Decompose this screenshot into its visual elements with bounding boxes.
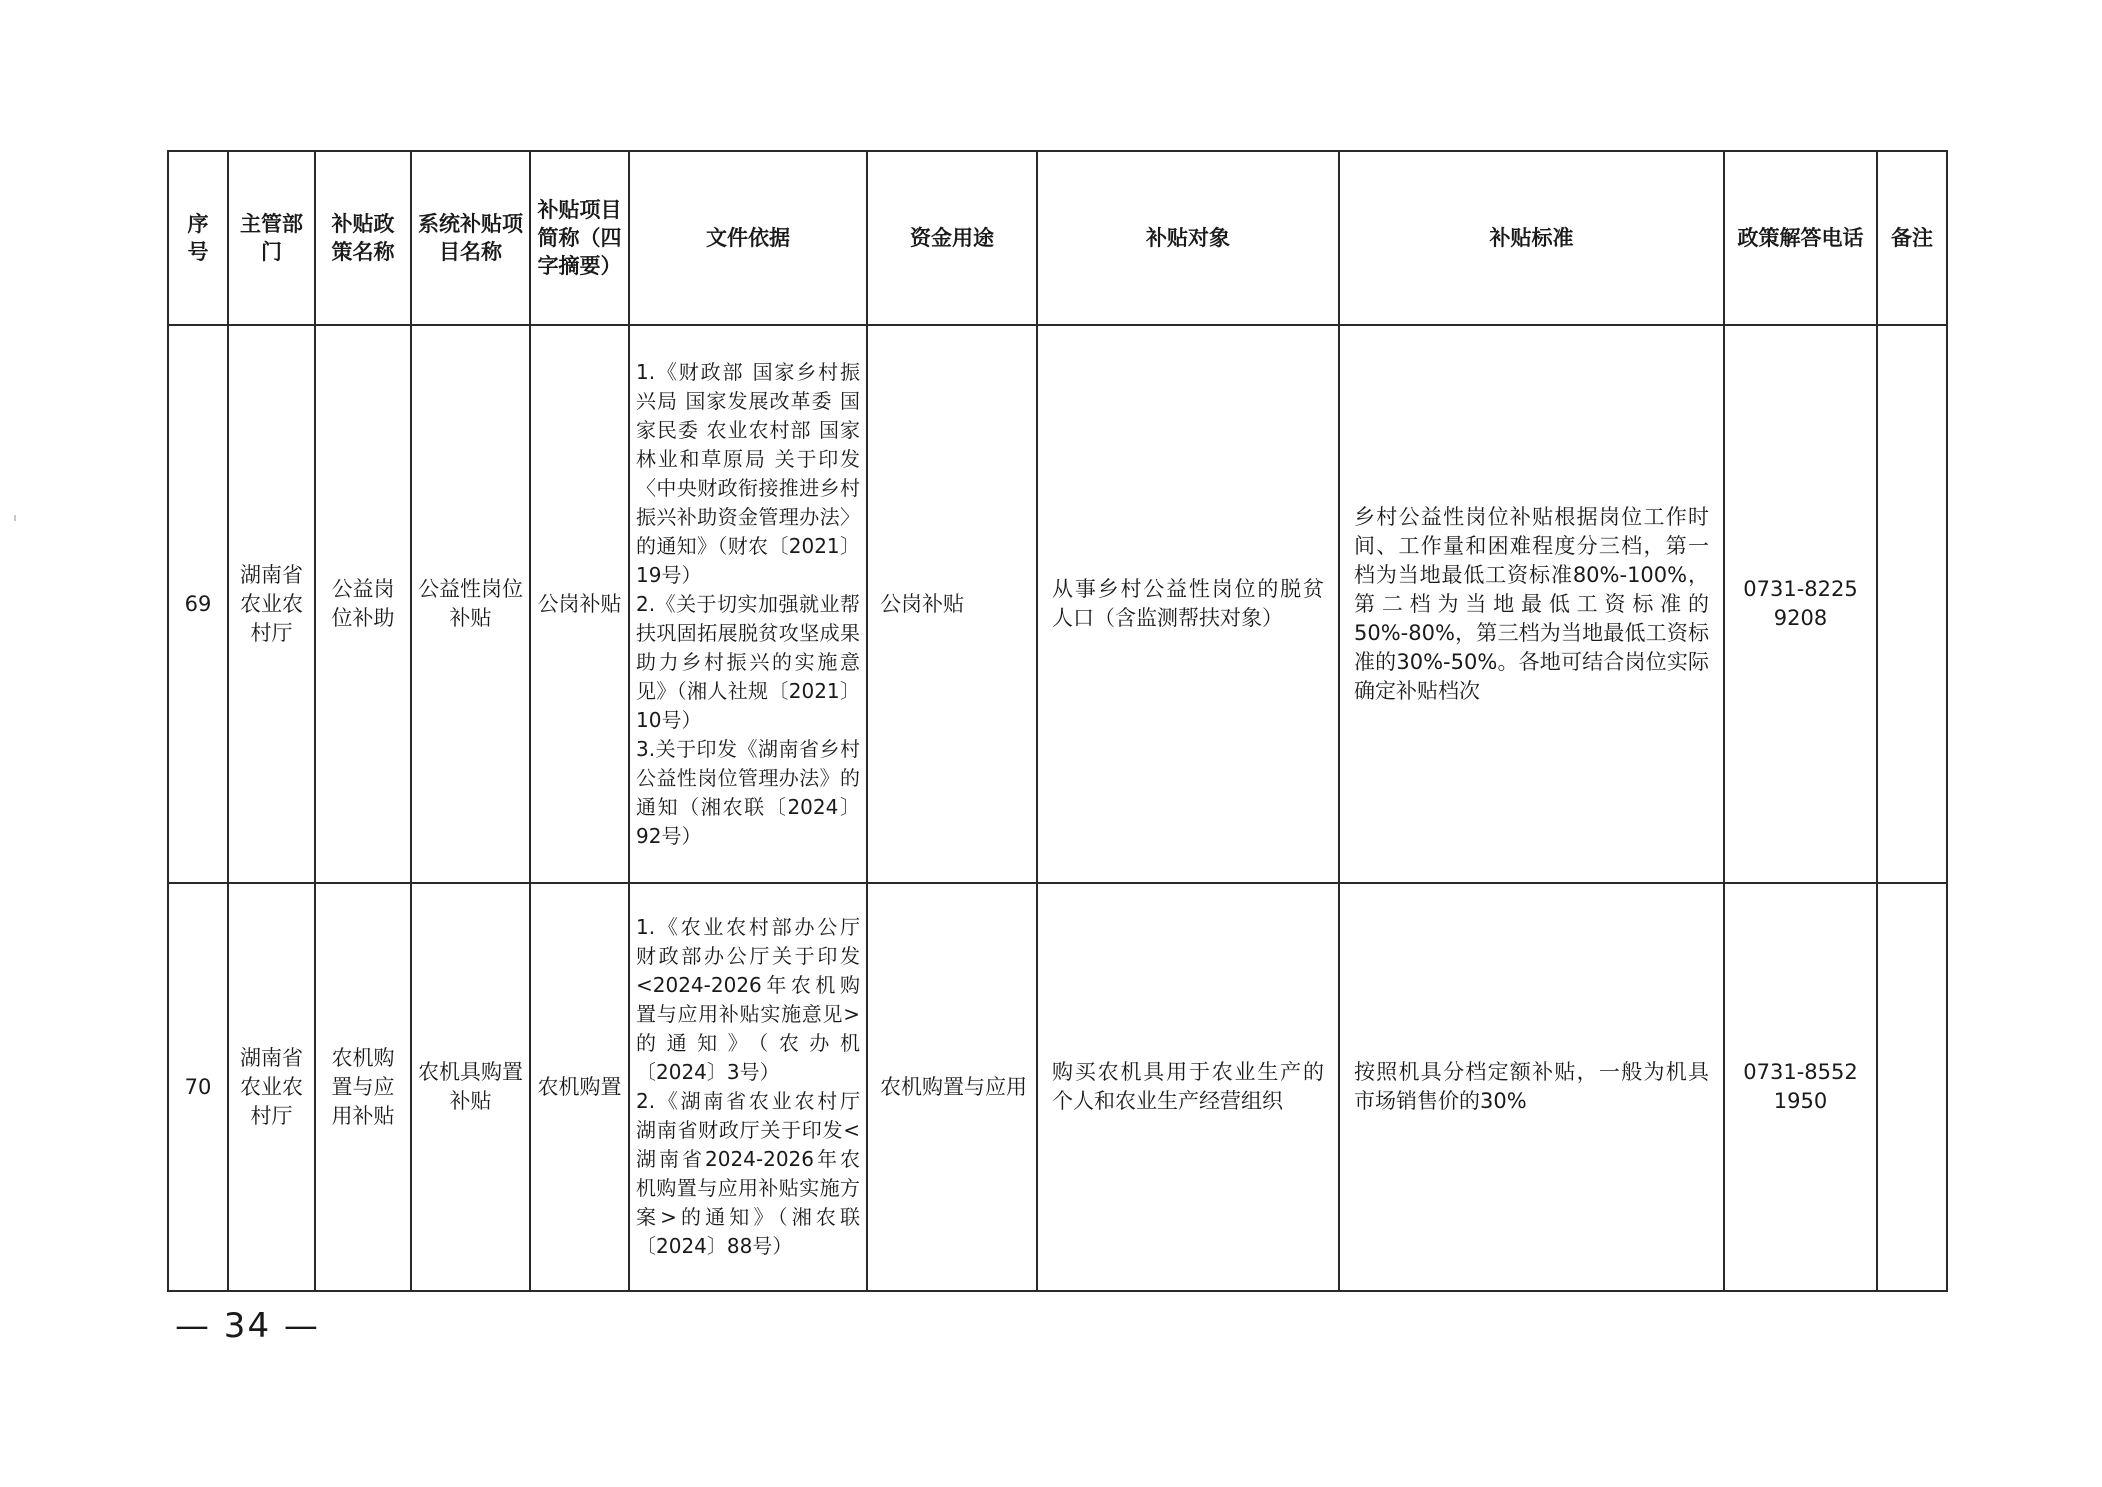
cell-system-item: 农机具购置补贴 xyxy=(411,883,530,1291)
header-usage: 资金用途 xyxy=(867,151,1037,325)
cell-target: 从事乡村公益性岗位的脱贫人口（含监测帮扶对象） xyxy=(1037,325,1339,883)
scan-mark xyxy=(14,515,16,521)
cell-usage: 公岗补贴 xyxy=(867,325,1037,883)
header-system-item: 系统补贴项目名称 xyxy=(411,151,530,325)
cell-system-item: 公益性岗位补贴 xyxy=(411,325,530,883)
header-standard: 补贴标准 xyxy=(1339,151,1724,325)
cell-dept: 湖南省农业农村厅 xyxy=(228,325,315,883)
cell-remark xyxy=(1877,325,1947,883)
cell-policy: 公益岗位补助 xyxy=(315,325,411,883)
table-row xyxy=(168,325,1947,883)
header-basis: 文件依据 xyxy=(629,151,867,325)
cell-policy: 农机购置与应用补贴 xyxy=(315,883,411,1291)
header-phone: 政策解答电话 xyxy=(1724,151,1877,325)
cell-short-name: 农机购置 xyxy=(530,883,629,1291)
page-number: — 34 — xyxy=(175,1306,320,1346)
cell-dept: 湖南省农业农村厅 xyxy=(228,883,315,1291)
cell-remark xyxy=(1877,883,1947,1291)
subsidy-policy-table xyxy=(167,150,1948,1292)
cell-short-name: 公岗补贴 xyxy=(530,325,629,883)
header-target: 补贴对象 xyxy=(1037,151,1339,325)
cell-seq: 70 xyxy=(168,883,228,1291)
cell-phone: 0731-8225 9208 xyxy=(1724,325,1877,883)
cell-basis: 1.《农业农村部办公厅 财政部办公厅关于印发<2024-2026年农机购置与应用补贴实施意见>的通知》（农办机〔2024〕3号） 2.《湖南省农业农村厅 湖南省财政厅关于印发<湖南省2024-2026年农机购置与应用补贴实施方案>的通知》（湘农联〔2024〕88号） xyxy=(629,883,867,1291)
table-row xyxy=(168,883,1947,1291)
table-header-row xyxy=(168,151,1947,325)
cell-standard: 乡村公益性岗位补贴根据岗位工作时间、工作量和困难程度分三档，第一档为当地最低工资标准80%-100%，第二档为当地最低工资标准的50%-80%，第三档为当地最低工资标准的30%-50%。各地可结合岗位实际确定补贴档次 xyxy=(1339,325,1724,883)
header-dept: 主管部门 xyxy=(228,151,315,325)
cell-usage: 农机购置与应用 xyxy=(867,883,1037,1291)
header-short-name: 补贴项目简称（四字摘要） xyxy=(530,151,629,325)
cell-phone: 0731-8552 1950 xyxy=(1724,883,1877,1291)
header-seq: 序号 xyxy=(168,151,228,325)
cell-standard: 按照机具分档定额补贴，一般为机具市场销售价的30% xyxy=(1339,883,1724,1291)
header-policy: 补贴政策名称 xyxy=(315,151,411,325)
cell-seq: 69 xyxy=(168,325,228,883)
header-remark: 备注 xyxy=(1877,151,1947,325)
cell-target: 购买农机具用于农业生产的个人和农业生产经营组织 xyxy=(1037,883,1339,1291)
cell-basis: 1.《财政部 国家乡村振兴局 国家发展改革委 国家民委 农业农村部 国家林业和草原局 关于印发〈中央财政衔接推进乡村振兴补助资金管理办法〉的通知》（财农〔2021〕19号） 2.《关于切实加强就业帮扶巩固拓展脱贫攻坚成果助力乡村振兴的实施意见》（湘人社规〔2021〕10号） 3.关于印发《湖南省乡村公益性岗位管理办法》的通知（湘农联〔2024〕92号） xyxy=(629,325,867,883)
